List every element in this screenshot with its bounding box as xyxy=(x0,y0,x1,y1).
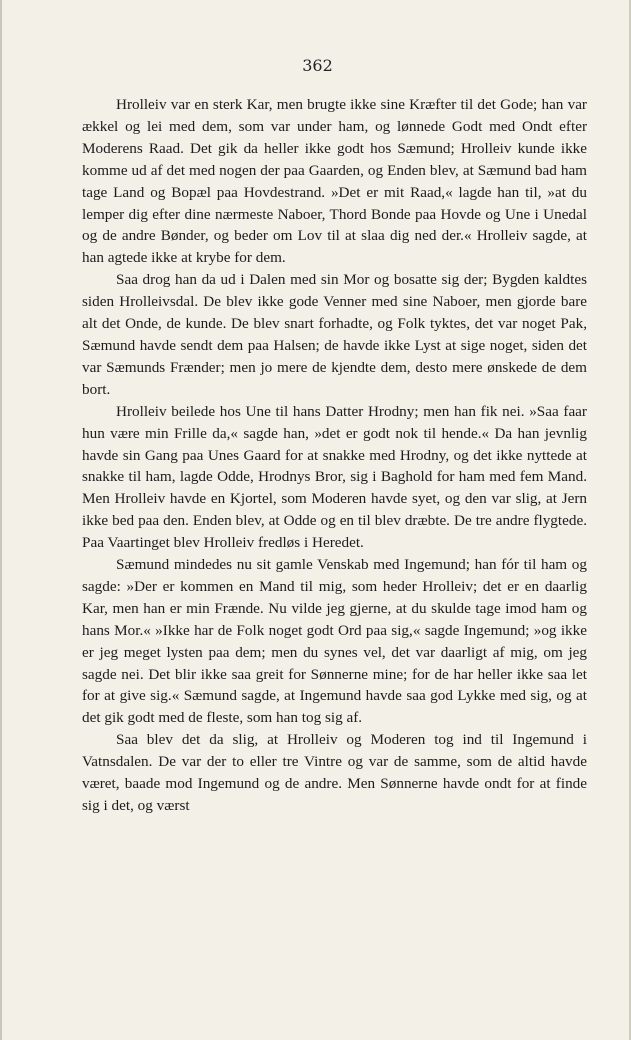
paragraph-2: Saa drog han da ud i Dalen med sin Mor og bosatte sig der; Bygden kaldtes siden Hrolleivsdal. De blev ikke gode Venner med sine Naboer, men gjorde bare alt det Onde, de kunde. De blev snart forhadte, og Folk tyktes, det var noget Pak, Sæmund havde sendt dem paa Halsen; de havde ikke Lyst at sige noget, siden det var Sæmunds Frænder; men jo mere de kjendte dem, desto mere ønskede de dem bort. xyxy=(82,271,587,398)
page-number: 362 xyxy=(302,56,333,75)
paragraph-3: Hrolleiv beilede hos Une til hans Datter Hrodny; men han fik nei. »Saa faar hun være min Frille da,« sagde han, »det er godt nok til hende.« Da han jevnlig havde sin Gang paa Unes Gaard for at snakke med Hrodny, og det ikke nyttede at snakke til ham, lagde Odde, Hrodnys Bror, sig i Baghold for ham med fem Mand. Men Hrolleiv havde en Kjortel, som Moderen havde syet, og den var slig, at Jern ikke bed paa den. Enden blev, at Odde og en til blev dræbte. De tre andre flygtede. Paa Vaartinget blev Hrolleiv fredløs i Heredet. xyxy=(82,402,587,552)
paragraph-1: Hrolleiv var en sterk Kar, men brugte ikke sine Kræfter til det Gode; han var ækkel og lei med dem, som var under ham, og lønnede Godt med Ondt efter Moderens Raad. Det gik da heller ikke godt hos Sæmund; Hrolleiv kunde ikke komme ud af det med nogen der paa Gaarden, og Enden blev, at Sæmund bad ham tage Land og Bopæl paa Hovdestrand. »Det er mit Raad,« lagde han til, »at du lemper dig efter dine nærmeste Naboer, Thord Bonde paa Hovde og Une i Unedal og de andre Bønder, og beder om Lov til at slaa dig ned der.« Hrolleiv sagde, at han agtede ikke at krybe for dem. xyxy=(82,96,587,267)
paragraph-4: Sæmund mindedes nu sit gamle Venskab med Ingemund; han fór til ham og sagde: »Der er kommen en Mand til mig, som heder Hrolleiv; det er en daarlig Kar, men han er min Frænde. Nu vilde jeg gjerne, at du skulde tage imod ham og hans Mor.« »Ikke har de Folk noget godt Ord paa sig,« sagde Ingemund; »og ikke er jeg meget lysten paa dem; men du synes vel, det var daarligt af mig, om jeg sagde nei. Det blir ikke saa greit for Sønnerne mine; for de har heller ikke saa let for at give sig.« Sæmund sagde, at Ingemund havde saa god Lykke med sig, og at det gik godt med de fleste, som han tog sig af. xyxy=(82,556,587,727)
paragraph-5: Saa blev det da slig, at Hrolleiv og Moderen tog ind til Ingemund i Vatnsdalen. De var der to eller tre Vintre og var de samme, som de altid havde været, baade mod Ingemund og de andre. Men Sønnerne havde ondt for at finde sig i det, og værst xyxy=(82,731,587,814)
body-text xyxy=(82,94,587,817)
